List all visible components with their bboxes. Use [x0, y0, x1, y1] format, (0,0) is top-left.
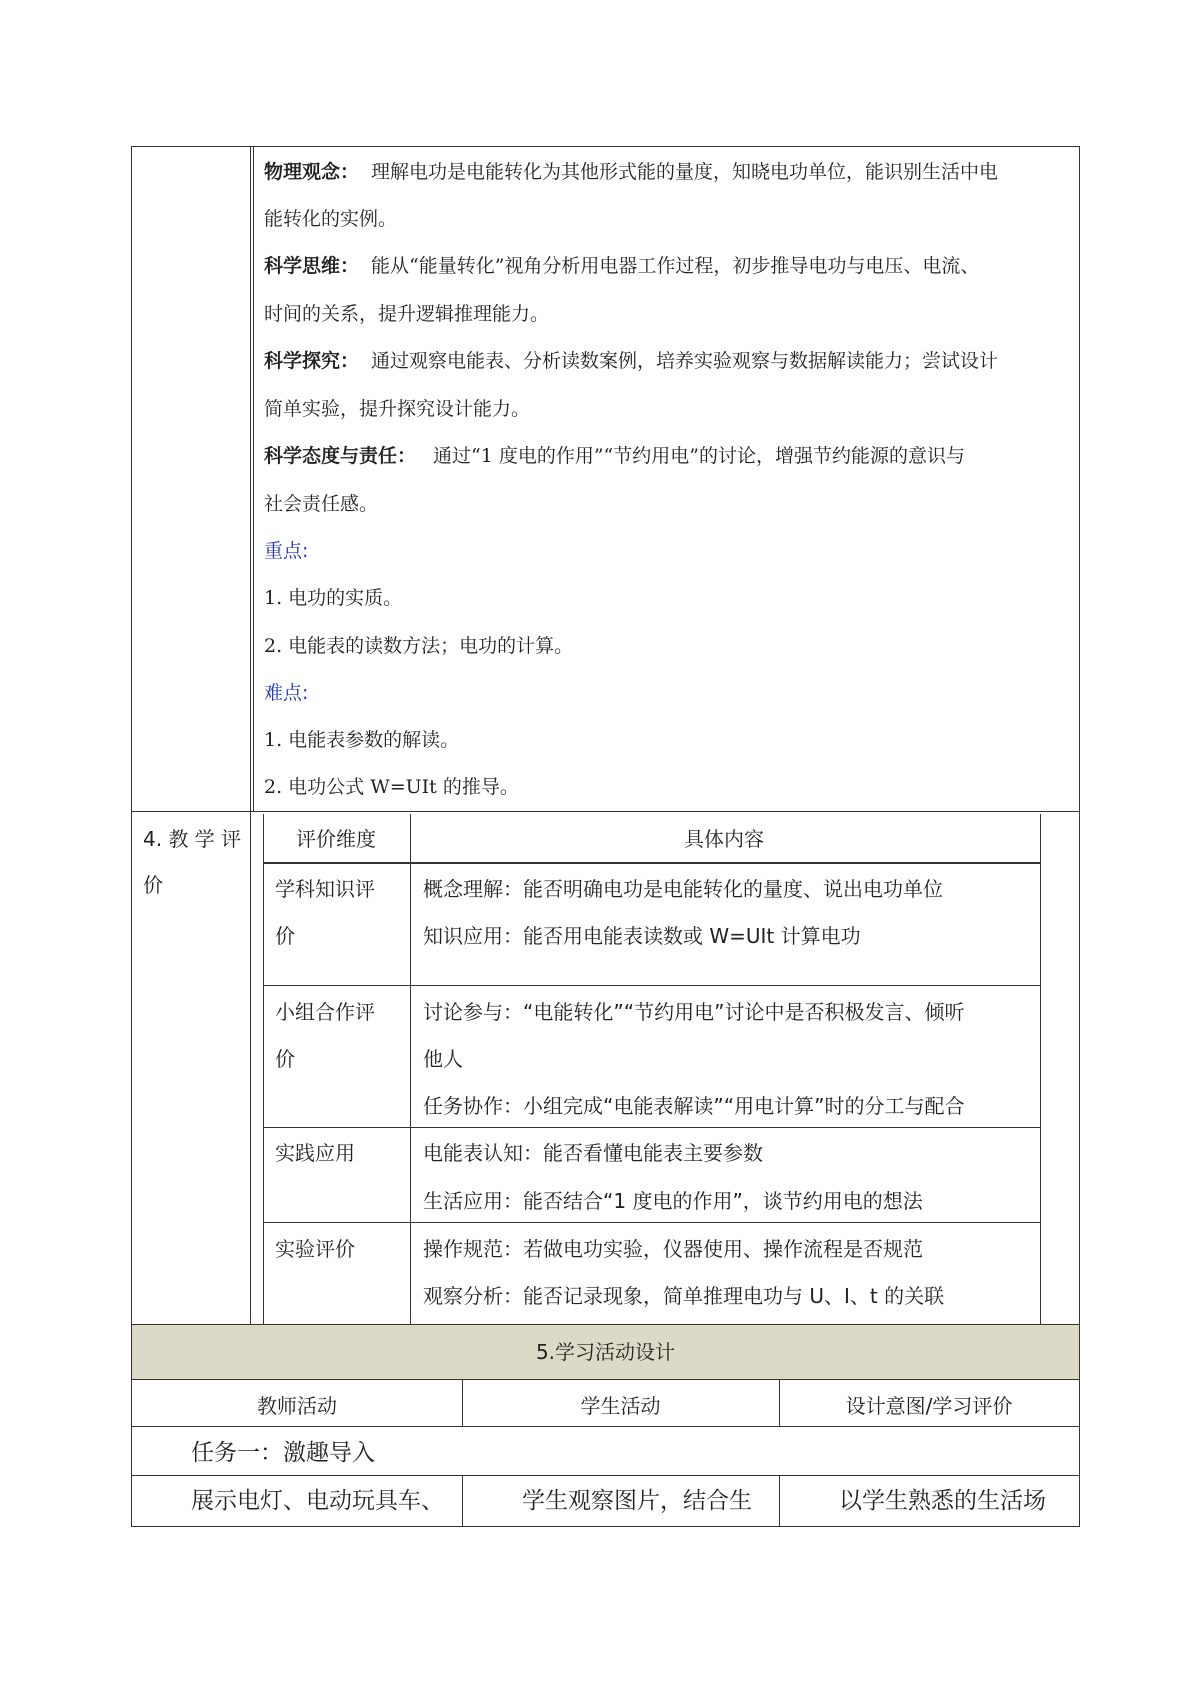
- col-header-intent: 设计意图/学习评价: [845, 1394, 1013, 1418]
- eval-dimension-experiment: 实验评价: [275, 1237, 355, 1261]
- table-border: [1079, 146, 1080, 1527]
- eval-table-border: [263, 1127, 1041, 1128]
- eval-table-border: [263, 862, 1041, 864]
- table-border: [131, 1426, 1080, 1427]
- table-border: [131, 811, 1080, 812]
- goal-thinking-label: 科学思维：: [264, 255, 360, 277]
- key-points-heading: 重点:: [264, 540, 309, 562]
- eval-content-line: 操作规范：若做电功实验，仪器使用、操作流程是否规范: [423, 1237, 923, 1261]
- eval-table-border: [1040, 814, 1041, 1324]
- eval-dimension-knowledge-cont: 价: [275, 924, 295, 948]
- eval-content-line: 观察分析：能否记录现象，简单推理电功与 U、I、t 的关联: [423, 1284, 945, 1308]
- eval-header-content: 具体内容: [684, 827, 764, 851]
- difficult-point-1: 1. 电能表参数的解读。: [264, 729, 460, 751]
- goals-block: [0, 0, 1200, 812]
- eval-content-line: 他人: [423, 1047, 463, 1071]
- goal-inquiry-label: 科学探究：: [264, 350, 360, 372]
- col-header-teacher: 教师活动: [257, 1394, 337, 1418]
- eval-table-border: [263, 814, 264, 1324]
- goal-physics-text-cont: 能转化的实例。: [264, 208, 398, 230]
- table-border: [131, 146, 1080, 147]
- table-border: [131, 1526, 1080, 1527]
- table-border: [131, 1379, 1080, 1380]
- evaluation-section-label: 4. 教 学 评: [143, 827, 242, 851]
- goal-physics-text: 理解电功是电能转化为其他形式能的量度，知晓电功单位，能识别生活中电: [371, 161, 999, 183]
- table-border: [779, 1475, 780, 1527]
- intent-1: 以学生熟悉的生活场: [839, 1488, 1046, 1514]
- eval-dimension-practice: 实践应用: [275, 1141, 355, 1165]
- key-point-2: 2. 电能表的读数方法；电功的计算。: [264, 635, 574, 657]
- difficult-points-heading: 难点:: [264, 682, 309, 704]
- goal-thinking-text: 能从“能量转化”视角分析用电器工作过程，初步推导电功与电压、电流、: [371, 255, 980, 277]
- eval-content-line: 概念理解：能否明确电功是电能转化的量度、说出电功单位: [423, 877, 943, 901]
- table-border: [131, 146, 132, 1527]
- eval-content-line: 电能表认知：能否看懂电能表主要参数: [423, 1141, 763, 1165]
- goal-inquiry-text: 通过观察电能表、分析读数案例，培养实验观察与数据解读能力；尝试设计: [371, 350, 999, 372]
- table-border: [779, 1379, 780, 1427]
- eval-content-line: 生活应用：能否结合“1 度电的作用”，谈节约用电的想法: [423, 1189, 923, 1213]
- table-border: [462, 1379, 463, 1427]
- table-border: [253, 146, 254, 812]
- col-header-student: 学生活动: [580, 1394, 661, 1418]
- table-border: [131, 1475, 1080, 1476]
- table-border: [131, 1324, 1080, 1325]
- teacher-activity-1: 展示电灯、电动玩具车、: [191, 1488, 444, 1514]
- table-border: [250, 146, 251, 1325]
- eval-table-border: [263, 985, 1041, 986]
- eval-dimension-knowledge: 学科知识评: [275, 877, 375, 901]
- difficult-point-2: 2. 电功公式 W=UIt 的推导。: [264, 776, 519, 798]
- eval-content-line: 任务协作：小组完成“电能表解读”“用电计算”时的分工与配合: [423, 1094, 965, 1118]
- student-activity-1: 学生观察图片，结合生: [522, 1488, 752, 1514]
- eval-table-border: [263, 1222, 1041, 1223]
- eval-table-border: [410, 814, 411, 1324]
- goal-attitude-label: 科学态度与责任：: [264, 445, 417, 467]
- goal-physics-label: 物理观念：: [264, 161, 360, 183]
- eval-header-dimension: 评价维度: [296, 827, 376, 851]
- activity-section-title: 5.学习活动设计: [535, 1340, 676, 1364]
- goal-thinking-text-cont: 时间的关系，提升逻辑推理能力。: [264, 303, 550, 325]
- task-1-title: 任务一：激趣导入: [191, 1440, 375, 1466]
- eval-content-line: 知识应用：能否用电能表读数或 W=UIt 计算电功: [423, 924, 861, 948]
- goal-inquiry-text-cont: 简单实验，提升探究设计能力。: [264, 398, 531, 420]
- key-point-1: 1. 电功的实质。: [264, 587, 403, 609]
- goal-attitude-text: 通过“1 度电的作用”“节约用电”的讨论，增强节约能源的意识与: [433, 445, 965, 467]
- eval-dimension-teamwork: 小组合作评: [275, 1000, 375, 1024]
- eval-dimension-teamwork-cont: 价: [275, 1047, 295, 1071]
- table-border: [462, 1475, 463, 1527]
- evaluation-section-label-cont: 价: [143, 873, 163, 897]
- goal-attitude-text-cont: 社会责任感。: [264, 493, 379, 515]
- eval-content-line: 讨论参与：“电能转化”“节约用电”讨论中是否积极发言、倾听: [423, 1000, 965, 1024]
